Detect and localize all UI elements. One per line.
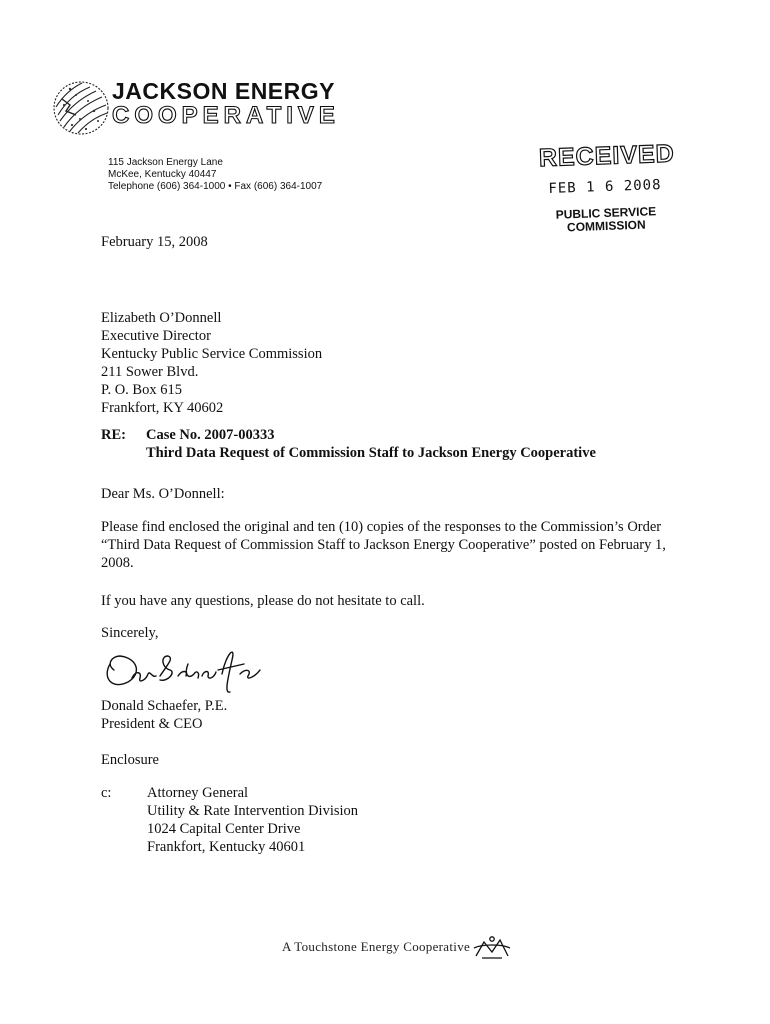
signer-title: President & CEO [101,716,203,732]
letterhead-address [108,157,322,193]
address-line: 115 Jackson Energy Lane [108,157,223,168]
stamp-date: FEB 1 6 2008 [548,177,662,197]
stamp-org-line: PUBLIC SERVICE [555,204,657,222]
body-paragraph: If you have any questions, please do not hesitate to call. [101,593,425,609]
signer-name: Donald Schaefer, P.E. [101,698,228,714]
enclosure-note: Enclosure [101,752,159,768]
recipient-street: 211 Sower Blvd. [101,364,199,380]
signer-block [101,697,227,733]
paragraph-line: Please find enclosed the original and ten (10) copies of the responses to the Commission’s Order [101,519,662,535]
stamp-org-line: COMMISSION [566,217,646,235]
company-name-subtitle: COOPERATIVE [112,102,340,129]
body-paragraph [101,518,701,572]
footer-tagline-text: A Touchstone Energy Cooperative [282,939,471,954]
cc-recipients [147,784,358,856]
footer-tagline [282,934,512,960]
re-label: RE: [101,427,126,443]
handwritten-signature [98,634,268,696]
subject-block [146,426,596,462]
subject-title: Third Data Request of Commission Staff to Jackson Energy Cooperative [146,445,596,461]
cc-line: 1024 Capital Center Drive [147,821,301,837]
phone-fax-line: Telephone (606) 364-1000 • Fax (606) 364-1007 [108,181,323,192]
recipient-name: Elizabeth O’Donnell [101,310,222,326]
paragraph-line: “Third Data Request of Commission Staff to Jackson Energy Cooperative” posted on February 1, [101,537,666,553]
case-number: Case No. 2007-00333 [146,427,275,443]
jackson-energy-logo-icon [50,75,112,141]
received-stamp [538,139,676,235]
stamp-received-text: RECEIVED [538,139,676,173]
cc-line: Attorney General [147,785,249,801]
closing: Sincerely, [101,625,159,641]
cc-label: c: [101,785,112,801]
letter-date: February 15, 2008 [101,234,208,250]
salutation: Dear Ms. O’Donnell: [101,486,225,502]
recipient-organization: Kentucky Public Service Commission [101,346,323,362]
recipient-po-box: P. O. Box 615 [101,382,182,398]
recipient-city: Frankfort, KY 40602 [101,400,224,416]
touchstone-energy-logo-icon [472,934,512,960]
cc-line: Frankfort, Kentucky 40601 [147,839,306,855]
recipient-address [101,309,322,417]
address-line: McKee, Kentucky 40447 [108,169,217,180]
paragraph-line: 2008. [101,555,134,571]
cc-line: Utility & Rate Intervention Division [147,803,359,819]
recipient-title: Executive Director [101,328,211,344]
stamp-organization [541,205,672,236]
company-name: JACKSON ENERGY [112,78,335,104]
